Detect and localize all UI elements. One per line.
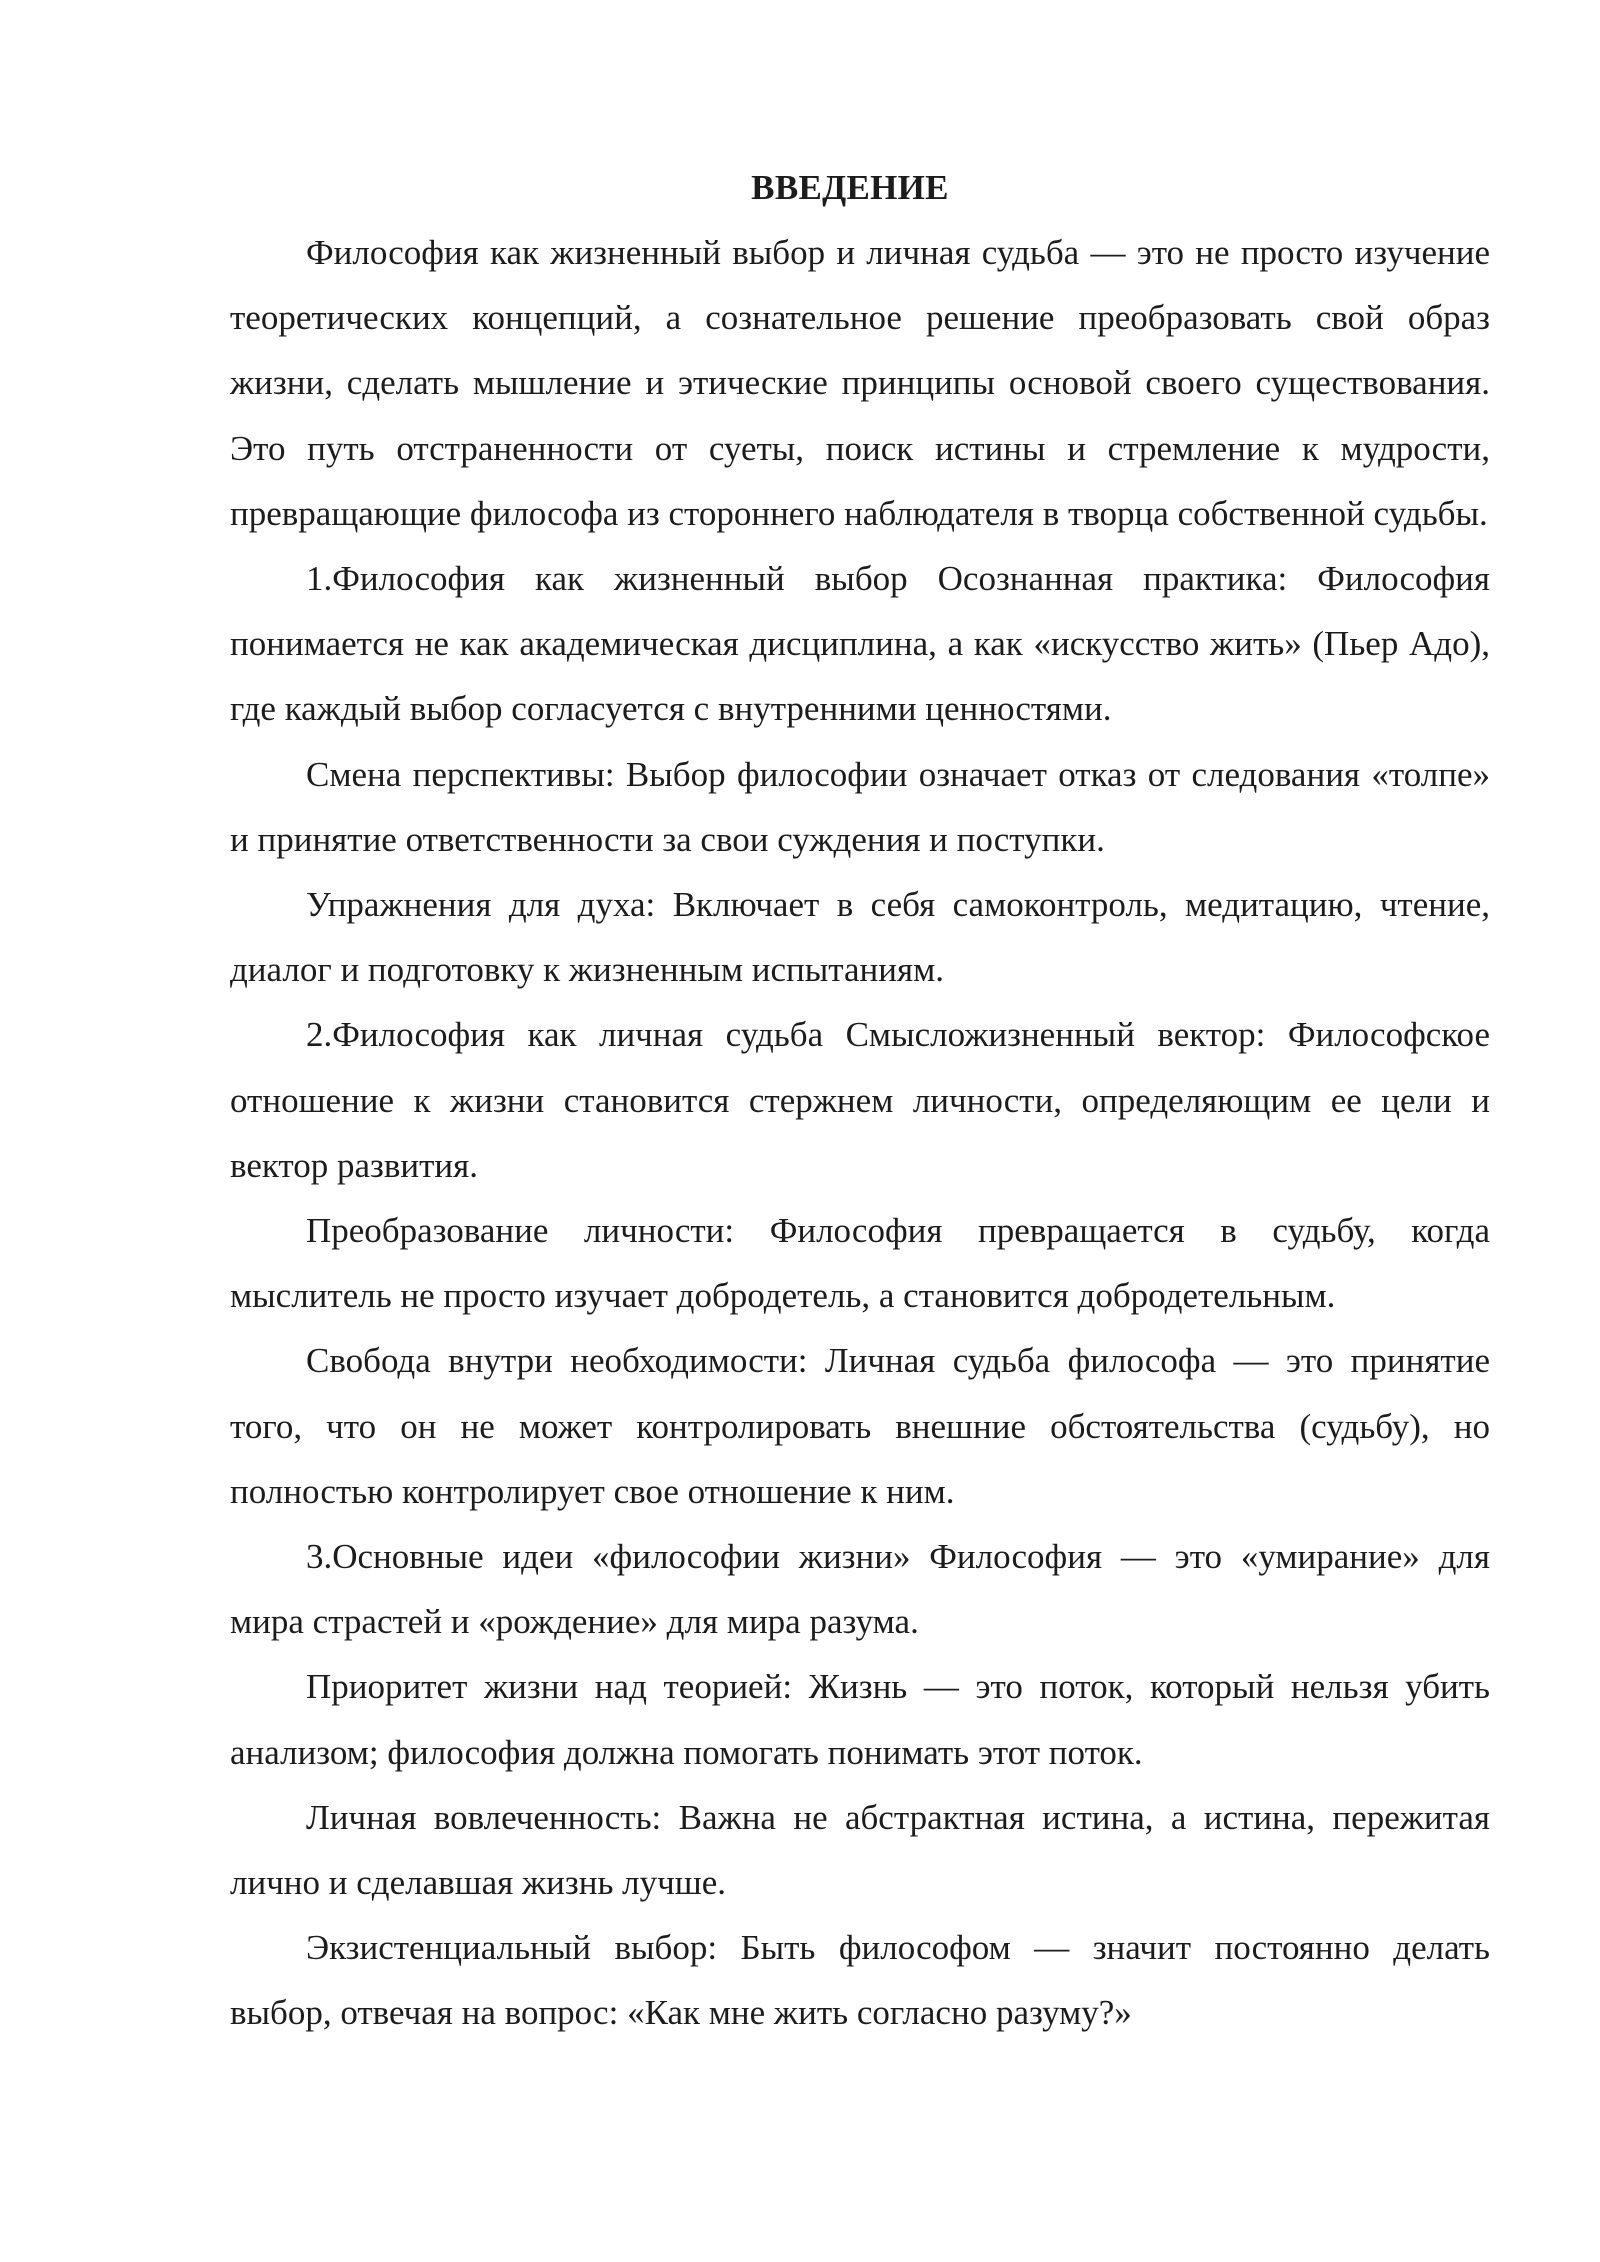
paragraph-existential: Экзистенциальный выбор: Быть философом — значит постоянно делать выбор, отвечая на вопрос: «Как мне жить согласно разуму?» bbox=[230, 1928, 1490, 2033]
paragraph-section-1: 1.Философия как жизненный выбор Осознанная практика: Философия понимается не как академическая дисциплина, а как «искусство жить» (Пьер Адо), где каждый выбор согласуется с внутренними ценностями. bbox=[230, 559, 1490, 729]
document-title: ВВЕДЕНИЕ bbox=[751, 168, 949, 207]
paragraph-section-2: 2.Философия как личная судьба Смысложизненный вектор: Философское отношение к жизни становится стержнем личности, определяющим ее цели и вектор развития. bbox=[230, 1015, 1490, 1185]
paragraph-section-3: 3.Основные идеи «философии жизни» Философия — это «умирание» для мира страстей и «рождение» для мира разума. bbox=[230, 1537, 1490, 1642]
paragraph-involvement: Личная вовлеченность: Важна не абстрактная истина, а истина, пережитая лично и сделавшая жизнь лучше. bbox=[230, 1797, 1490, 1903]
paragraph-freedom: Свобода внутри необходимости: Личная судьба философа — это принятие того, что он не может контролировать внешние обстоятельства (судьбу), но полностью контролирует свое отношение к ним. bbox=[230, 1341, 1490, 1511]
paragraph-perspective: Смена перспективы: Выбор философии означает отказ от следования «толпе» и принятие ответственности за свои суждения и поступки. bbox=[230, 754, 1490, 859]
paragraph-intro: Философия как жизненный выбор и личная судьба — это не просто изучение теоретических концепций, а сознательное решение преобразовать свой образ жизни, сделать мышление и этические принципы основой своего существования. Это путь отстраненности от суеты, поиск истины и стремление к мудрости, превращающие философа из стороннего наблюдателя в творца собственной судьбы. bbox=[230, 233, 1490, 533]
paragraph-transformation: Преобразование личности: Философия превращается в судьбу, когда мыслитель не просто изучает добродетель, а становится добродетельным. bbox=[230, 1211, 1490, 1316]
paragraph-priority: Приоритет жизни над теорией: Жизнь — это поток, который нельзя убить анализом; философия должна помогать понимать этот поток. bbox=[230, 1667, 1490, 1772]
paragraph-exercises: Упражнения для духа: Включает в себя самоконтроль, медитацию, чтение, диалог и подготовку к жизненным испытаниям. bbox=[230, 885, 1490, 990]
